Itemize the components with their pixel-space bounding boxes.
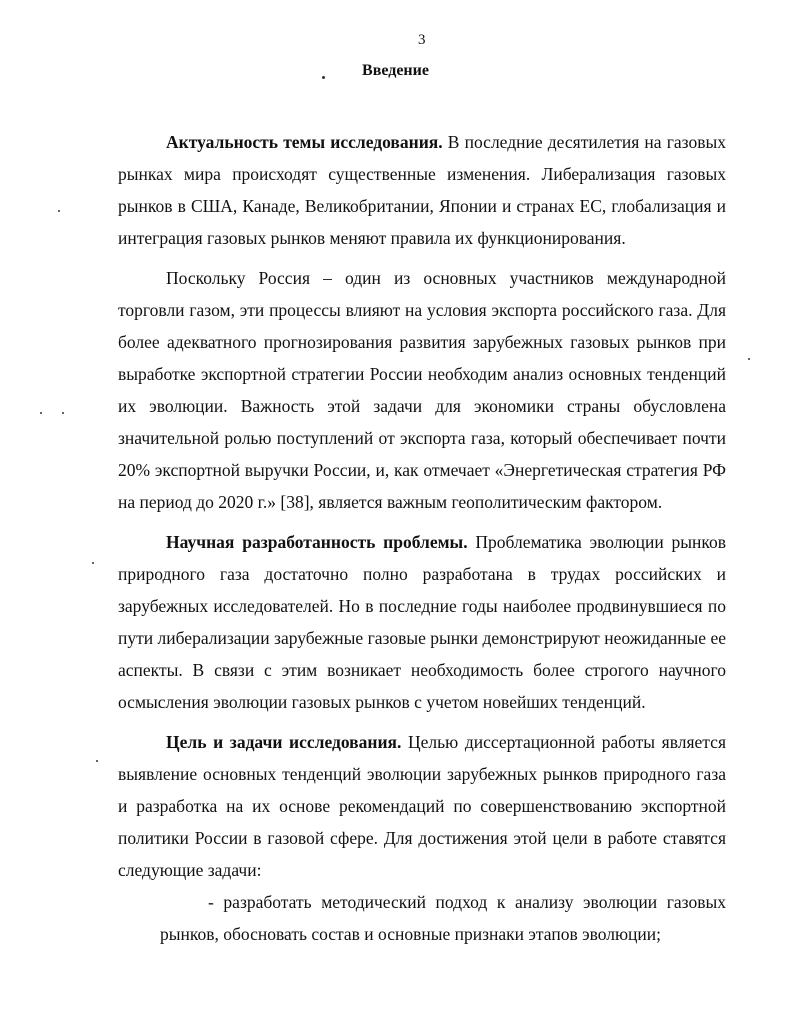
paragraph-text: Целью диссертационной работы является выявление основных тенденций эволюции зарубежных рынков природного газа и разработка на их основе рекомендаций по совершенствованию экспортной политики России в газовой сфере. Для достижения этой цели в работе ставятся следующие задачи:	[118, 732, 726, 880]
scan-speck	[58, 210, 60, 212]
paragraph-text: Проблематика эволюции рынков природного газа достаточно полно разработана в трудах российских и зарубежных исследователей. Но в последние годы наиболее продвинувшиеся по пути либерализации зарубежные газовые рынки демонстрируют неожиданные ее аспекты. В связи с этим возникает необходимость более строгого научного осмысления эволюции газовых рынков с учетом новейших тенденций.	[118, 532, 727, 712]
paragraph-text: В последние десятилетия на газовых рынках мира происходят существенные изменения. Либерализация газовых рынков в США, Канаде, Великобритании, Японии и странах ЕС, глобализация и интеграция газовых рынков меняют правила их функционирования.	[118, 132, 726, 248]
scan-speck	[322, 76, 325, 79]
scan-speck	[96, 760, 98, 762]
paragraph-lead: Актуальность темы исследования.	[166, 132, 443, 152]
scan-speck	[40, 412, 42, 414]
list-item: - разработать методический подход к анализу эволюции газовых рынков, обосновать состав и основные признаки этапов эволюции;	[160, 892, 726, 944]
page-number: 3	[418, 32, 426, 48]
scan-speck	[92, 562, 94, 564]
paragraph-text: Поскольку Россия – один из основных участников международной торговли газом, эти процессы влияют на условия экспорта российского газа. Для более адекватного прогнозирования развития зарубежных газовых рынков при выработке экспортной стратегии России необходим анализ основных тенденций их эволюции. Важность этой задачи для экономики страны обусловлена значительной ролью поступлений от экспорта газа, который обеспечивает почти 20% экспортной выручки России, и, как отмечает «Энергетическая стратегия РФ на период до 2020 г.» [38], является важным геополитическим фактором.	[118, 268, 726, 512]
paragraph-research-state	[118, 526, 726, 718]
paragraph-goals	[118, 726, 726, 886]
paragraph-lead: Цель и задачи исследования.	[166, 732, 402, 752]
paragraph-lead: Научная разработанность проблемы.	[166, 532, 468, 552]
paragraph-relevance	[118, 126, 726, 254]
scan-speck	[62, 412, 64, 414]
paragraph-russia	[118, 262, 726, 518]
scan-speck	[748, 358, 750, 360]
body-text	[118, 126, 726, 950]
section-heading: Введение	[362, 62, 429, 79]
